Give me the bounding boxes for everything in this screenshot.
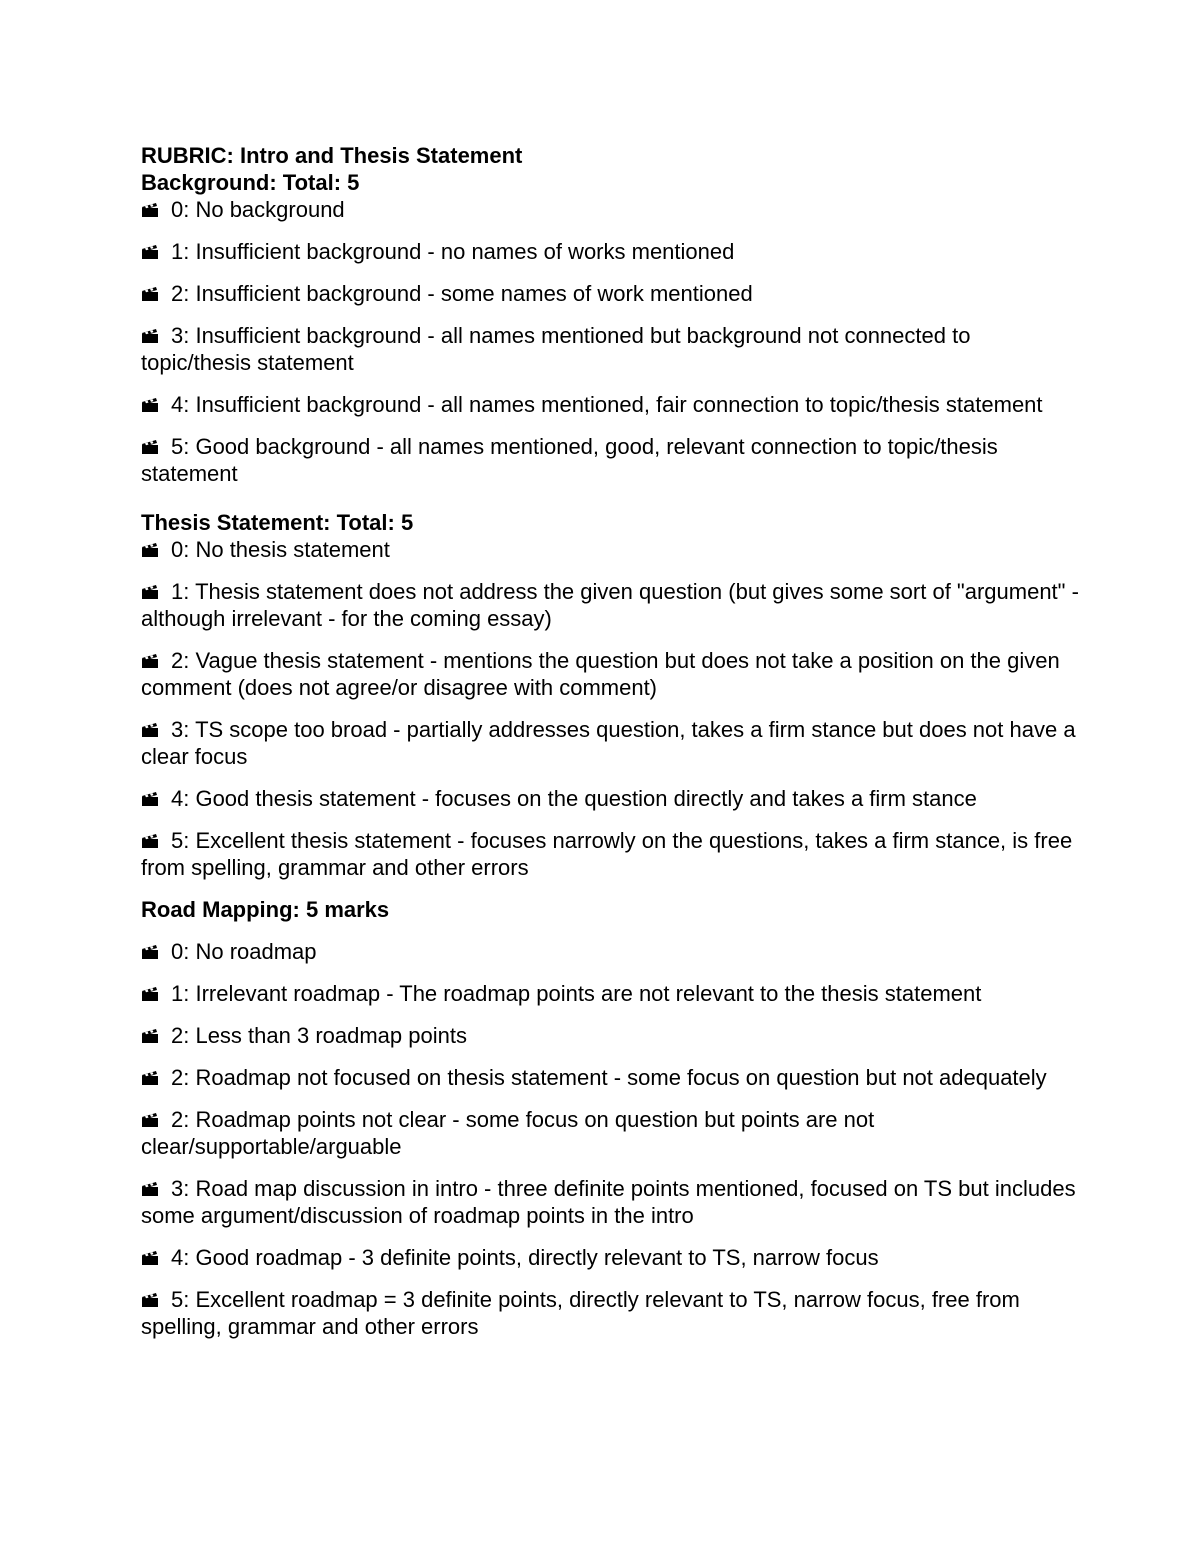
- list-item-text: 1: Thesis statement does not address the given question (but gives some sort of "argument" - although irrelevant - for the coming essay): [141, 579, 1079, 631]
- list-item-text: 0: No thesis statement: [171, 537, 390, 562]
- list-item-text: 1: Insufficient background - no names of works mentioned: [171, 239, 735, 264]
- clapperboard-icon: [141, 944, 161, 960]
- section-background-list: [141, 196, 1081, 487]
- clapperboard-icon: [141, 653, 161, 669]
- clapperboard-icon: [141, 439, 161, 455]
- section-thesis-list: [141, 536, 1081, 881]
- clapperboard-icon: [141, 1028, 161, 1044]
- list-item-text: 5: Excellent roadmap = 3 definite points, directly relevant to TS, narrow focus, free from spelling, grammar and other errors: [141, 1287, 1020, 1339]
- section-heading-thesis-statement: Thesis Statement: Total: 5: [141, 510, 414, 535]
- list-item: [141, 1022, 1081, 1049]
- list-item-text: 2: Roadmap not focused on thesis statement - some focus on question but not adequately: [171, 1065, 1047, 1090]
- list-item-text: 0: No roadmap: [171, 939, 317, 964]
- clapperboard-icon: [141, 1112, 161, 1128]
- list-item-text: 3: Insufficient background - all names mentioned but background not connected to topic/thesis statement: [141, 323, 971, 375]
- clapperboard-icon: [141, 722, 161, 738]
- list-item: [141, 238, 1081, 265]
- list-item-text: 0: No background: [171, 197, 345, 222]
- section-heading-background: Background: Total: 5: [141, 170, 360, 195]
- rubric-document: [141, 142, 1081, 1355]
- clapperboard-icon: [141, 986, 161, 1002]
- list-item: [141, 578, 1081, 632]
- list-item: [141, 280, 1081, 307]
- list-item-text: 2: Vague thesis statement - mentions the question but does not take a position on the given comment (does not agree/or disagree with comment): [141, 648, 1060, 700]
- clapperboard-icon: [141, 1070, 161, 1086]
- list-item-text: 3: Road map discussion in intro - three definite points mentioned, focused on TS but includes some argument/discussion of roadmap points in the intro: [141, 1176, 1076, 1228]
- list-item: [141, 938, 1081, 965]
- document-title: RUBRIC: Intro and Thesis Statement: [141, 143, 523, 168]
- list-item: [141, 391, 1081, 418]
- list-item: [141, 1064, 1081, 1091]
- list-item: [141, 433, 1081, 487]
- list-item: [141, 322, 1081, 376]
- list-item-text: 2: Roadmap points not clear - some focus on question but points are not clear/supportable/arguable: [141, 1107, 875, 1159]
- list-item-text: 2: Insufficient background - some names of work mentioned: [171, 281, 753, 306]
- clapperboard-icon: [141, 244, 161, 260]
- clapperboard-icon: [141, 584, 161, 600]
- clapperboard-icon: [141, 1181, 161, 1197]
- list-item-text: 4: Good thesis statement - focuses on the question directly and takes a firm stance: [171, 786, 977, 811]
- list-item: [141, 785, 1081, 812]
- list-item-text: 5: Excellent thesis statement - focuses narrowly on the questions, takes a firm stance, is free from spelling, grammar and other errors: [141, 828, 1073, 880]
- list-item: [141, 1244, 1081, 1271]
- clapperboard-icon: [141, 833, 161, 849]
- list-item: [141, 716, 1081, 770]
- list-item-text: 4: Good roadmap - 3 definite points, directly relevant to TS, narrow focus: [171, 1245, 879, 1270]
- list-item: [141, 827, 1081, 881]
- list-item-text: 1: Irrelevant roadmap - The roadmap points are not relevant to the thesis statement: [171, 981, 982, 1006]
- list-item: [141, 196, 1081, 223]
- list-item: [141, 1106, 1081, 1160]
- list-item-text: 5: Good background - all names mentioned, good, relevant connection to topic/thesis statement: [141, 434, 998, 486]
- clapperboard-icon: [141, 1292, 161, 1308]
- list-item: [141, 536, 1081, 563]
- clapperboard-icon: [141, 328, 161, 344]
- section-roadmap-list: [141, 938, 1081, 1340]
- list-item-text: 4: Insufficient background - all names mentioned, fair connection to topic/thesis statement: [171, 392, 1043, 417]
- section-heading-road-mapping: Road Mapping: 5 marks: [141, 897, 390, 922]
- clapperboard-icon: [141, 202, 161, 218]
- list-item: [141, 980, 1081, 1007]
- clapperboard-icon: [141, 542, 161, 558]
- list-item-text: 2: Less than 3 roadmap points: [171, 1023, 467, 1048]
- list-item: [141, 1175, 1081, 1229]
- clapperboard-icon: [141, 791, 161, 807]
- clapperboard-icon: [141, 397, 161, 413]
- clapperboard-icon: [141, 286, 161, 302]
- list-item: [141, 1286, 1081, 1340]
- list-item-text: 3: TS scope too broad - partially addresses question, takes a firm stance but does not have a clear focus: [141, 717, 1076, 769]
- list-item: [141, 647, 1081, 701]
- clapperboard-icon: [141, 1250, 161, 1266]
